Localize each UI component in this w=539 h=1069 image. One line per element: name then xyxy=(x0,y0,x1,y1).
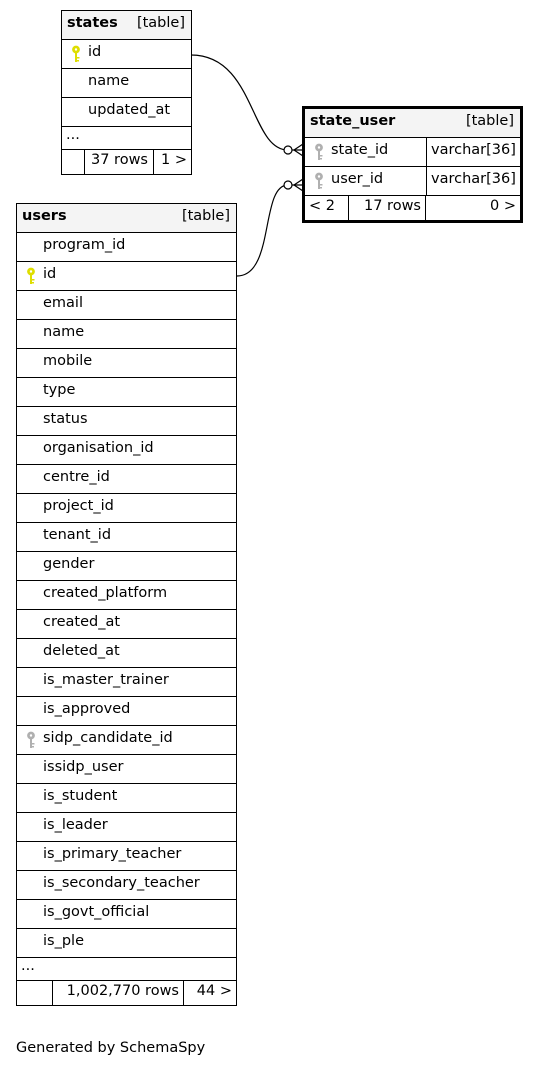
column-row[interactable] xyxy=(17,784,236,813)
column-row[interactable] xyxy=(17,494,236,523)
column-name: status xyxy=(43,411,88,427)
column-row[interactable] xyxy=(17,436,236,465)
table-kind: [table] xyxy=(465,113,514,129)
table-name[interactable]: users xyxy=(22,208,67,224)
column-name: email xyxy=(43,295,83,311)
column-name: organisation_id xyxy=(43,440,154,456)
column-name: is_govt_official xyxy=(43,904,150,920)
column-name: deleted_at xyxy=(43,643,120,659)
foreign-key-icon xyxy=(313,143,325,161)
column-name: program_id xyxy=(43,237,126,253)
column-name: tenant_id xyxy=(43,527,112,543)
child-tables-link[interactable]: 0 > xyxy=(490,198,516,214)
column-name: issidp_user xyxy=(43,759,124,775)
column-name: is_student xyxy=(43,788,118,804)
optional-marker-state-id xyxy=(284,146,292,154)
child-tables-link[interactable]: 44 > xyxy=(196,983,232,999)
primary-key-icon xyxy=(25,267,37,285)
column-row[interactable] xyxy=(17,871,236,900)
column-row[interactable] xyxy=(17,813,236,842)
column-row[interactable] xyxy=(17,842,236,871)
column-name: is_primary_teacher xyxy=(43,846,182,862)
link-states-state-user xyxy=(191,55,303,150)
column-name: name xyxy=(43,324,85,340)
column-row[interactable] xyxy=(17,697,236,726)
column-row[interactable] xyxy=(17,407,236,436)
column-row[interactable] xyxy=(17,668,236,697)
column-type: varchar[36] xyxy=(426,138,520,166)
table-footer xyxy=(17,981,236,1005)
column-name: is_secondary_teacher xyxy=(43,875,200,891)
column-row[interactable] xyxy=(305,167,520,196)
table-states[interactable] xyxy=(61,10,192,175)
column-row[interactable] xyxy=(17,581,236,610)
column-row[interactable] xyxy=(17,726,236,755)
column-name: state_id xyxy=(331,142,389,158)
column-name: gender xyxy=(43,556,95,572)
column-row[interactable] xyxy=(17,929,236,958)
column-name: mobile xyxy=(43,353,93,369)
column-row[interactable] xyxy=(62,40,191,69)
column-row[interactable] xyxy=(17,349,236,378)
column-name: is_ple xyxy=(43,933,84,949)
table-footer xyxy=(305,196,520,220)
row-count: 1,002,770 rows xyxy=(53,981,184,1005)
column-row[interactable] xyxy=(17,378,236,407)
table-kind: [table] xyxy=(181,208,230,224)
column-name: id xyxy=(43,266,57,282)
column-name: updated_at xyxy=(88,102,171,118)
table-kind: [table] xyxy=(136,15,185,31)
foreign-key-icon xyxy=(313,172,325,190)
table-name[interactable]: states xyxy=(67,15,118,31)
column-name: project_id xyxy=(43,498,114,514)
column-name: is_master_trainer xyxy=(43,672,169,688)
table-state-user[interactable] xyxy=(302,106,523,223)
table-footer xyxy=(62,150,191,174)
footer-empty-cell xyxy=(62,150,85,174)
table-header xyxy=(305,109,520,138)
column-name: id xyxy=(88,44,102,60)
column-name: sidp_candidate_id xyxy=(43,730,173,746)
column-row[interactable] xyxy=(62,69,191,98)
column-row[interactable] xyxy=(17,262,236,291)
row-count: 37 rows xyxy=(85,150,154,174)
column-row[interactable] xyxy=(17,639,236,668)
table-header xyxy=(17,204,236,233)
column-name: created_platform xyxy=(43,585,168,601)
more-columns-indicator: ... xyxy=(62,127,191,150)
table-name[interactable]: state_user xyxy=(310,113,396,129)
column-row[interactable] xyxy=(17,465,236,494)
primary-key-icon xyxy=(70,45,82,63)
column-row[interactable] xyxy=(17,552,236,581)
column-row[interactable] xyxy=(17,610,236,639)
foreign-key-icon xyxy=(25,731,37,749)
column-name: user_id xyxy=(331,171,384,187)
column-row[interactable] xyxy=(17,755,236,784)
child-tables-link[interactable]: 1 > xyxy=(161,152,187,168)
column-row[interactable] xyxy=(17,523,236,552)
column-name: centre_id xyxy=(43,469,110,485)
column-name: name xyxy=(88,73,130,89)
column-row[interactable] xyxy=(17,320,236,349)
optional-marker-user-id xyxy=(284,181,292,189)
link-users-state-user xyxy=(237,185,303,276)
column-row[interactable] xyxy=(17,291,236,320)
column-name: type xyxy=(43,382,76,398)
table-users[interactable] xyxy=(16,203,237,1006)
column-row[interactable] xyxy=(17,233,236,262)
column-name: is_approved xyxy=(43,701,131,717)
generated-by-footer: Generated by SchemaSpy xyxy=(16,1040,206,1056)
footer-empty-cell xyxy=(17,981,53,1005)
column-name: created_at xyxy=(43,614,121,630)
row-count: 17 rows xyxy=(349,196,426,220)
column-row[interactable] xyxy=(62,98,191,127)
more-columns-indicator: ... xyxy=(17,958,236,981)
column-row[interactable] xyxy=(305,138,520,167)
column-row[interactable] xyxy=(17,900,236,929)
column-type: varchar[36] xyxy=(426,167,520,195)
column-name: is_leader xyxy=(43,817,108,833)
parent-tables-link[interactable]: < 2 xyxy=(305,196,349,220)
table-header xyxy=(62,11,191,40)
